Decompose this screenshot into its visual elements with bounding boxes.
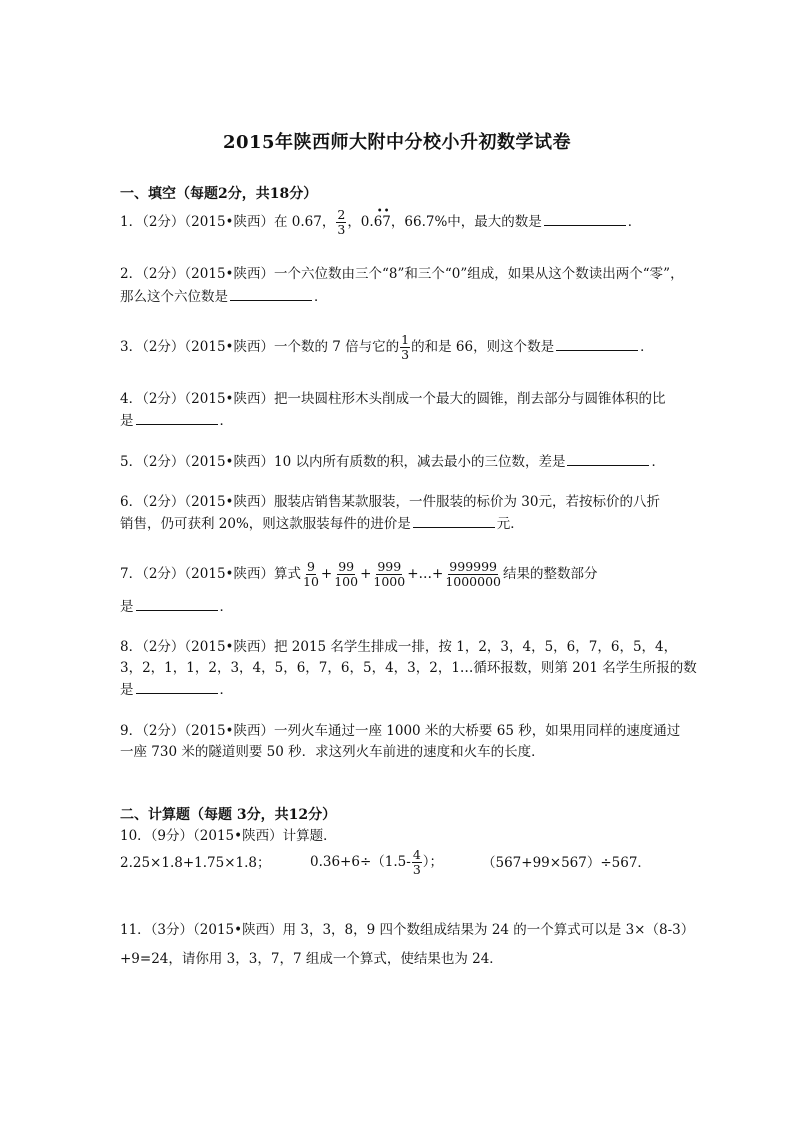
q3-suffix: 的和是 66，则这个数是 [411, 339, 555, 355]
q3-answer-blank[interactable] [556, 336, 638, 351]
q7-frac4-num: 999999 [449, 559, 498, 574]
q6-text: 销售，仍可获利 20%，则这款服装每件的进价是 [120, 516, 411, 532]
q7-frac1-num: 9 [306, 559, 315, 574]
q1-frac-num: 2 [337, 207, 346, 222]
question-11-line-2: +9=24，请你用 3，3，7，7 组成一个算式，使结果也为 24． [120, 951, 503, 967]
question-10-line-1: 10．（9分）（2015•陕西）计算题． [120, 828, 337, 844]
q2-text: 那么这个六位数是 [120, 289, 228, 305]
q10-fraction [412, 848, 422, 877]
q7-frac1-den: 10 [303, 574, 319, 589]
question-11-line-1: 11．（3分）（2015•陕西）用 3，3，8，9 四个数组成结果为 24 的一个算式可以是 3×（8-3） [120, 922, 695, 938]
question-8-line-3 [120, 679, 233, 700]
question-10-expr-1: 2.25×1.8+1.75×1.8； [120, 855, 271, 871]
q1-suffix: ，66.7%中，最大的数是 [390, 214, 542, 230]
question-2-line-1: 2．（2分）（2015•陕西）一个六位数由三个“8”和三个“0”组成，如果从这个数读出两个“零”， [120, 266, 684, 282]
q4-end: ． [219, 413, 233, 429]
q3-fraction [400, 333, 410, 362]
question-4-line-1: 4．（2分）（2015•陕西）把一块圆柱形木头削成一个最大的圆锥，削去部分与圆锥体积的比 [120, 391, 666, 407]
page-title: 2015年陕西师大附中分校小升初数学试卷 [222, 132, 572, 153]
question-8-line-2: 3，2，1，1，2，3，4，5，6，7，6，5，4，3，2，1…循环报数，则第 201 名学生所报的数 [120, 660, 697, 676]
question-7-line-1 [120, 560, 598, 589]
q7-answer-blank[interactable] [136, 596, 218, 611]
q7-suffix: 结果的整数部分 [503, 566, 598, 582]
q3-prefix: 3．（2分）（2015•陕西）一个数的 7 倍与它的 [120, 339, 400, 355]
q6-answer-blank[interactable] [413, 513, 495, 528]
q4-answer-blank[interactable] [136, 410, 218, 425]
q2-answer-blank[interactable] [230, 286, 312, 301]
q7-frac4-den: 1000000 [445, 574, 501, 589]
q7-frac2-den: 100 [334, 574, 359, 589]
q1-repeat-digits: 67 [373, 214, 391, 230]
q7-fraction-3 [372, 560, 406, 589]
q4-text: 是 [120, 413, 134, 429]
question-1 [120, 208, 641, 237]
q1-answer-blank[interactable] [544, 211, 626, 226]
q2-end: ． [314, 289, 328, 305]
q7-frac2-num: 99 [338, 559, 355, 574]
q10-expr2-pre: 0.36+6÷（1.5- [310, 854, 411, 870]
q7-fraction-4 [444, 560, 502, 589]
q1-fraction [336, 208, 346, 237]
q10-frac-num: 4 [412, 847, 421, 862]
q3-frac-num: 1 [401, 332, 410, 347]
q7-end: ． [219, 599, 233, 615]
q7-fraction-1 [302, 560, 320, 589]
q7-frac3-num: 999 [377, 559, 402, 574]
q1-mid: ，0. [347, 214, 374, 230]
question-4-line-2 [120, 410, 233, 431]
section-heading-calculation: 二、计算题（每题 3分，共12分） [120, 807, 337, 823]
question-10-expr-2 [310, 848, 443, 877]
question-8-line-1: 8．（2分）（2015•陕西）把 2015 名学生排成一排，按 1，2，3，4，5，6，7，6，5，4， [120, 639, 678, 655]
q8-end: ． [219, 682, 233, 698]
q1-repeating-decimal [373, 206, 391, 232]
q10-expr2-post: ）； [422, 854, 444, 870]
question-6-line-2 [120, 513, 524, 534]
q7-text: 是 [120, 599, 134, 615]
q3-end: ． [640, 339, 654, 355]
q7-frac3-den: 1000 [373, 574, 406, 589]
q10-frac-den: 3 [412, 862, 421, 877]
q7-plus-1: + [320, 566, 333, 582]
question-5 [120, 451, 665, 472]
q3-frac-den: 3 [401, 347, 410, 362]
q5-answer-blank[interactable] [567, 451, 649, 466]
q1-repeat-dots: •• [376, 206, 391, 217]
question-2-line-2 [120, 286, 328, 307]
question-9-line-2: 一座 730 米的隧道则要 50 秒．求这列火车前进的速度和火车的长度． [120, 744, 545, 760]
q8-text: 是 [120, 682, 134, 698]
question-6-line-1: 6．（2分）（2015•陕西）服装店销售某款服装，一件服装的标价为 30元，若按标价的八折 [120, 494, 660, 510]
q1-end: ． [627, 214, 642, 230]
q1-prefix: 1．（2分）（2015•陕西）在 0.67， [120, 214, 336, 230]
q7-plus-2: + [360, 566, 372, 582]
question-9-line-1: 9．（2分）（2015•陕西）一列火车通过一座 1000 米的大桥要 65 秒，如果用同样的速度通过 [120, 723, 681, 739]
q6-end: 元． [496, 516, 524, 532]
q7-ellipsis: +…+ [407, 566, 444, 582]
question-3 [120, 333, 654, 362]
q5-text: 5．（2分）（2015•陕西）10 以内所有质数的积，减去最小的三位数，差是 [120, 454, 566, 470]
section-heading-fill-in: 一、填空（每题2分，共18分） [120, 186, 318, 202]
q5-end: ． [651, 454, 665, 470]
question-7-line-2 [120, 596, 233, 617]
q7-prefix: 7．（2分）（2015•陕西）算式 [120, 566, 301, 582]
question-10-expr-3: （567+99×567）÷567． [482, 855, 651, 871]
q7-fraction-2 [333, 560, 359, 589]
q8-answer-blank[interactable] [136, 679, 218, 694]
q1-frac-den: 3 [337, 222, 346, 237]
